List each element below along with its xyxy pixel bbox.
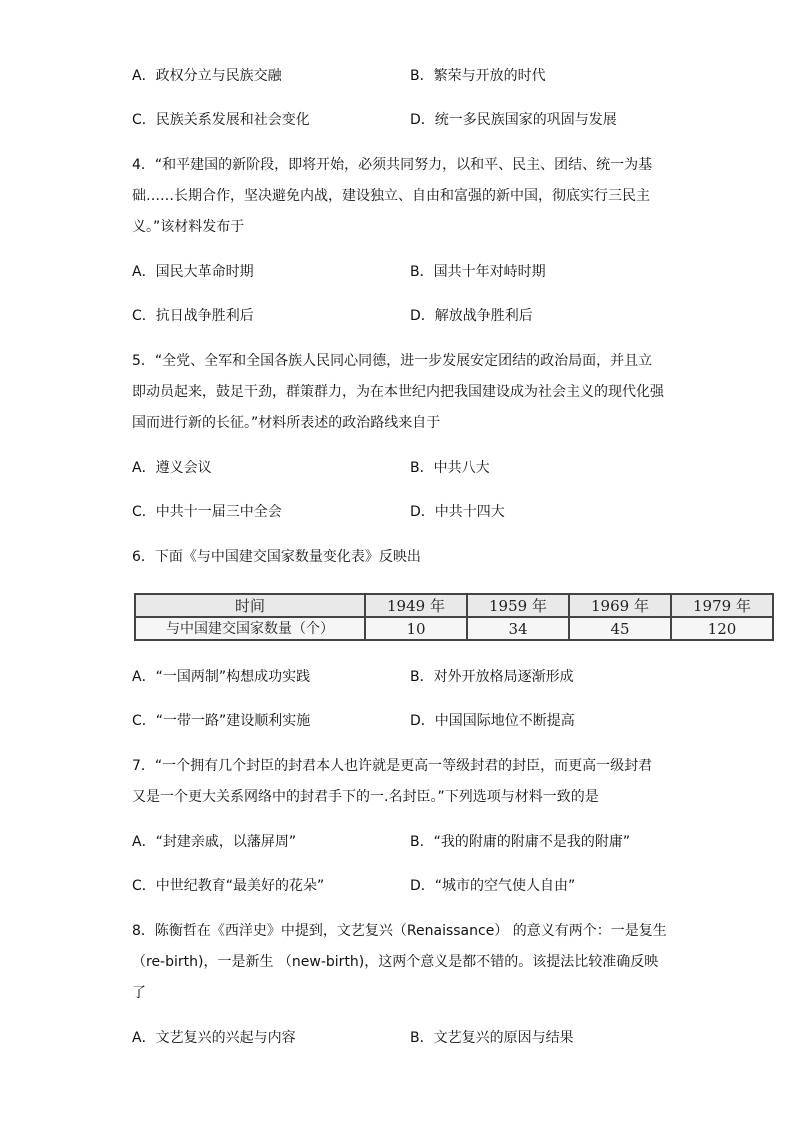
- q3-option-a: A．政权分立与民族交融: [132, 68, 282, 84]
- table-row-label: 与中国建交国家数量（个）: [135, 617, 365, 640]
- table-year-1949: 1949 年: [365, 594, 467, 617]
- q4-stem-line3: 义。”该材料发布于: [132, 219, 245, 235]
- q7-option-d: D．“城市的空气使人自由”: [410, 878, 576, 894]
- q6-option-c: C．“一带一路”建设顺利实施: [132, 713, 311, 729]
- table-header-label: 时间: [135, 594, 365, 617]
- table-data-row: [135, 617, 773, 640]
- q5-option-b: B．中共八大: [410, 460, 490, 476]
- q5-stem-line3: 国而进行新的长征。”材料所表述的政治路线来自于: [132, 415, 441, 431]
- table-count-1949: 10: [365, 617, 467, 640]
- q8-option-a: A．文艺复兴的兴起与内容: [132, 1030, 296, 1046]
- q8-stem-line2: （re-birth)，一是新生 （new-birth)，这两个意义是都不错的。该提法比较准确反映: [132, 954, 659, 970]
- q4-option-b: B．国共十年对峙时期: [410, 264, 546, 280]
- table-count-1959: 34: [467, 617, 569, 640]
- q8-stem-line1: 8．陈衡哲在《西洋史》中提到，文艺复兴（Renaissance） 的意义有两个：一是复生: [132, 923, 667, 939]
- q3-option-c: C．民族关系发展和社会变化: [132, 112, 310, 128]
- q4-option-d: D．解放战争胜利后: [410, 308, 533, 324]
- table-header-row: [135, 594, 773, 617]
- q4-option-c: C．抗日战争胜利后: [132, 308, 254, 324]
- q7-option-b: B．“我的附庸的附庸不是我的附庸”: [410, 834, 631, 850]
- q7-stem-line2: 又是一个更大关系网络中的封君手下的一.名封臣。”下列选项与材料一致的是: [132, 789, 599, 805]
- table-count-1979: 120: [671, 617, 773, 640]
- table-year-1979: 1979 年: [671, 594, 773, 617]
- q5-option-d: D．中共十四大: [410, 504, 505, 520]
- table-count-1969: 45: [569, 617, 671, 640]
- q3-option-d: D．统一多民族国家的巩固与发展: [410, 112, 617, 128]
- q4-stem-line1: 4．“和平建国的新阶段，即将开始，必须共同努力，以和平、民主、团结、统一为基: [132, 157, 653, 173]
- q8-option-b: B．文艺复兴的原因与结果: [410, 1030, 574, 1046]
- table-year-1969: 1969 年: [569, 594, 671, 617]
- q5-stem-line1: 5．“全党、全军和全国各族人民同心同德，进一步发展安定团结的政治局面，并且立: [132, 353, 653, 369]
- q6-option-d: D．中国国际地位不断提高: [410, 713, 575, 729]
- q6-option-b: B．对外开放格局逐渐形成: [410, 669, 574, 685]
- q4-stem-line2: 础……长期合作，坚决避免内战，建设独立、自由和富强的新中国，彻底实行三民主: [132, 188, 650, 204]
- q7-stem-line1: 7．“一个拥有几个封臣的封君本人也许就是更高一等级封君的封臣，而更高一级封君: [132, 758, 653, 774]
- q3-option-b: B．繁荣与开放的时代: [410, 68, 546, 84]
- q6-option-a: A．“一国两制”构想成功实践: [132, 669, 311, 685]
- q7-option-c: C．中世纪教育“最美好的花朵”: [132, 878, 325, 894]
- q5-option-c: C．中共十一届三中全会: [132, 504, 282, 520]
- q8-stem-line3: 了: [132, 985, 146, 1001]
- q7-option-a: A．“封建亲戚，以藩屏周”: [132, 834, 297, 850]
- q6-stem: 6．下面《与中国建交国家数量变化表》反映出: [132, 549, 421, 565]
- table-year-1959: 1959 年: [467, 594, 569, 617]
- diplomatic-relations-table: [134, 593, 774, 641]
- q4-option-a: A．国民大革命时期: [132, 264, 254, 280]
- q5-option-a: A．遵义会议: [132, 460, 212, 476]
- q5-stem-line2: 即动员起来，鼓足干劲，群策群力，为在本世纪内把我国建设成为社会主义的现代化强: [132, 384, 664, 400]
